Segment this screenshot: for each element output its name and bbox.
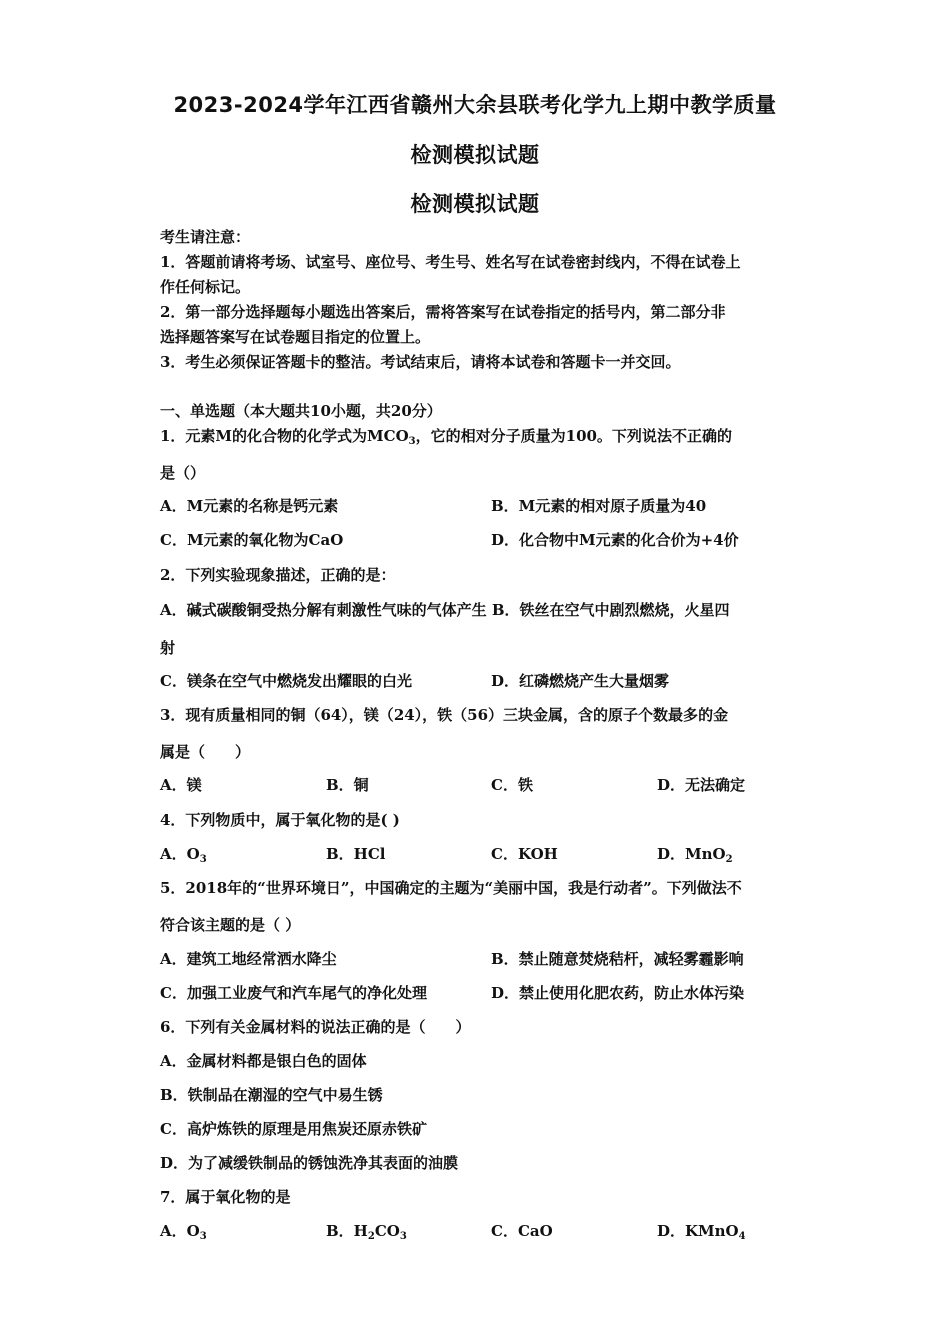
- q3-option-d: D．无法确定: [657, 776, 746, 794]
- q3-option-c: C．铁: [491, 776, 533, 794]
- q2-option-ab-cont: 射: [160, 639, 176, 657]
- question-2-stem: 2．下列实验现象描述，正确的是：: [160, 566, 396, 584]
- question-4-stem: 4．下列物质中，属于氧化物的是( ): [160, 811, 400, 829]
- q5-option-c: C．加强工业废气和汽车尾气的净化处理: [160, 984, 427, 1002]
- section-heading: 一、单选题（本大题共10小题，共20分）: [160, 402, 442, 420]
- q1-option-b: B．M元素的相对原子质量为40: [491, 497, 707, 515]
- q5-option-a: A．建筑工地经常洒水降尘: [160, 950, 337, 968]
- page-title-line-1: 2023-2024学年江西省赣州大余县联考化学九上期中教学质量: [173, 93, 777, 117]
- q6-option-a: A．金属材料都是银白色的固体: [160, 1052, 367, 1070]
- q7-option-d: D．KMnO$_4$: [657, 1222, 746, 1242]
- q6-option-d: D．为了减缓铁制品的锈蚀洗净其表面的油膜: [160, 1154, 459, 1172]
- question-7-stem: 7．属于氧化物的是: [160, 1188, 291, 1206]
- question-5-stem-cont: 符合该主题的是（ ）: [160, 916, 301, 934]
- q4-option-b: B．HCl: [326, 845, 386, 863]
- question-6-stem: 6．下列有关金属材料的说法正确的是（ ）: [160, 1018, 471, 1036]
- q4-option-d: D．MnO$_2$: [657, 845, 733, 865]
- question-3-stem-cont: 属是（ ）: [160, 743, 251, 761]
- q5-option-b: B．禁止随意焚烧秸杆，减轻雾霾影响: [491, 950, 744, 968]
- q6-option-c: C．高炉炼铁的原理是用焦炭还原赤铁矿: [160, 1120, 427, 1138]
- q7-option-c: C．CaO: [491, 1222, 553, 1240]
- q7-option-b: B．$H_2CO_3$: [326, 1222, 407, 1242]
- q7-option-a: A．$O_3$: [160, 1222, 207, 1242]
- page-subtitle: 检测模拟试题: [410, 192, 540, 216]
- q1-option-d: D．化合物中M元素的化合价为+4价: [491, 531, 739, 549]
- notice-item-1b: 作任何标记。: [160, 278, 251, 296]
- q2-option-d: D．红磷燃烧产生大量烟雾: [491, 672, 670, 690]
- question-1-stem: 1．元素M的化合物的化学式为$MCO_3$，它的相对分子质量为100。下列说法不正确的: [160, 427, 732, 447]
- notice-item-2b: 选择题答案写在试卷题目指定的位置上。: [160, 328, 431, 346]
- q3-option-a: A．镁: [160, 776, 202, 794]
- q3-option-b: B．铜: [326, 776, 369, 794]
- question-5-stem: 5．2018年的“世界环境日”，中国确定的主题为“美丽中国，我是行动者”。下列做法不: [160, 879, 742, 897]
- q1-option-c: C．M元素的氧化物为CaO: [160, 531, 344, 549]
- q2-option-c: C．镁条在空气中燃烧发出耀眼的白光: [160, 672, 412, 690]
- page-title-line-2: 检测模拟试题: [410, 143, 540, 167]
- notice-item-2a: 2．第一部分选择题每小题选出答案后，需将答案写在试卷指定的括号内，第二部分非: [160, 303, 726, 321]
- notice-item-1a: 1．答题前请将考场、试室号、座位号、考生号、姓名写在试卷密封线内，不得在试卷上: [160, 253, 741, 271]
- q4-option-c: C．KOH: [491, 845, 558, 863]
- question-3-stem: 3．现有质量相同的铜（64），镁（24），铁（56）三块金属，含的原子个数最多的金: [160, 706, 729, 724]
- notice-item-3: 3．考生必须保证答题卡的整洁。考试结束后，请将本试卷和答题卡一并交回。: [160, 353, 681, 371]
- q1-option-a: A．M元素的名称是钙元素: [160, 497, 339, 515]
- q6-option-b: B．铁制品在潮湿的空气中易生锈: [160, 1086, 383, 1104]
- question-1-stem-cont: 是（）: [160, 464, 206, 482]
- q2-option-ab: A．碱式碳酸铜受热分解有刺激性气味的气体产生 B．铁丝在空气中剧烈燃烧，火星四: [160, 601, 730, 619]
- notice-heading: 考生请注意：: [160, 228, 251, 246]
- q4-option-a: A．$O_3$: [160, 845, 207, 865]
- q5-option-d: D．禁止使用化肥农药，防止水体污染: [491, 984, 745, 1002]
